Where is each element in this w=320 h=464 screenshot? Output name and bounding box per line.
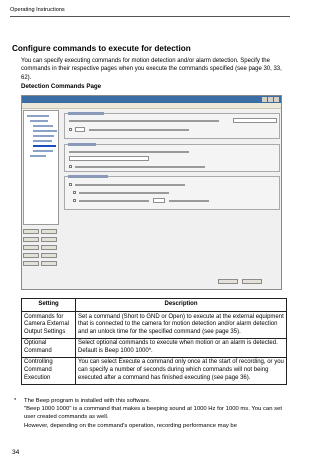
detection-commands-screenshot	[21, 95, 282, 290]
description-cell: Select optional commands to execute when motion or an alarm is detected. Default is Beep 1000 1000*.	[76, 338, 287, 357]
footnote-mark: *	[14, 398, 17, 404]
menu-bar	[22, 103, 281, 109]
table-header-row	[22, 299, 287, 312]
ok-button-shape	[218, 279, 238, 284]
running-header: Operating Instructions	[10, 7, 65, 13]
controlling-command-panel	[64, 176, 280, 210]
description-cell: Set a command (Short to GND or Open) to execute at the external equipment that is connected to the camera for motion detection and/or alarm detection and an unlock time for the specified command (see page 35).	[76, 312, 287, 339]
header-rule	[10, 16, 290, 17]
settings-table	[21, 298, 287, 385]
setting-cell: Commands for Camera External Output Settings	[22, 312, 76, 339]
optional-command-panel	[64, 144, 280, 172]
table-row	[22, 338, 287, 357]
intro-paragraph: You can specify executing commands for motion detection and/or alarm detection. Specify the commands in their respective pages when you execute the commands specified (see page 30, 33, 62).	[21, 58, 282, 81]
table-row	[22, 357, 287, 384]
table-header-description: Description	[76, 299, 287, 312]
window-controls	[262, 97, 279, 102]
setting-cell: Controlling Command Execution	[22, 357, 76, 384]
window-title-bar	[22, 96, 281, 103]
footnote-line-1: The Beep program is installed with this software.	[24, 398, 151, 404]
footnote	[14, 397, 290, 430]
description-cell: You can select Execute a command only once at the start of recording, or you can specify a number of seconds during which commands will not being executed after a command has finished executing (see page 36).	[76, 357, 287, 384]
external-output-panel	[64, 113, 280, 139]
footnote-line-3: However, depending on the command's operation, recording performance may be	[24, 422, 237, 429]
figure-caption: Detection Commands Page	[21, 83, 102, 90]
setting-cell: Optional Command	[22, 338, 76, 357]
navigation-tree	[23, 110, 59, 225]
table-header-setting: Setting	[22, 299, 76, 312]
footnote-line-2: "Beep 1000 1000" is a command that makes a beeping sound at 1000 Hz for 1000 ms. You can set user created commands as well.	[24, 406, 282, 421]
page-number: 34	[12, 449, 20, 456]
table-row	[22, 312, 287, 339]
cancel-button-shape	[242, 279, 262, 284]
section-title: Configure commands to execute for detection	[12, 44, 191, 53]
